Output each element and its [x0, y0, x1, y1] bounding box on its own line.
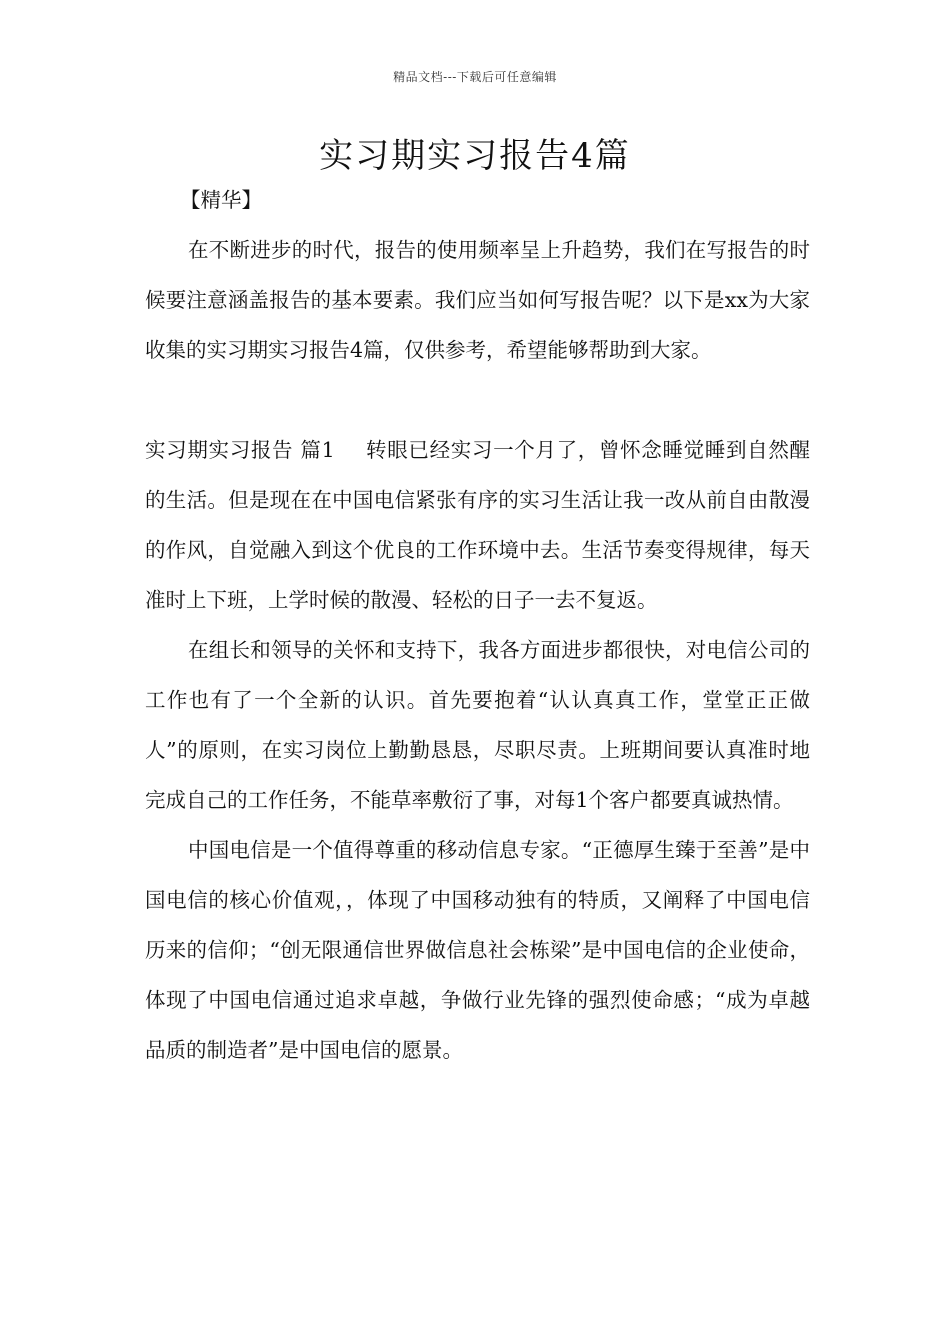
intro-paragraph: 在不断进步的时代，报告的使用频率呈上升趋势，我们在写报告的时候要注意涵盖报告的基本要素。我们应当如何写报告呢？以下是xx为大家收集的实习期实习报告4篇，仅供参考，希望能够帮助到大家。	[145, 238, 810, 362]
header-note: 精品文档---下载后可任意编辑	[393, 70, 557, 84]
section-1-paragraph-2: 在组长和领导的关怀和支持下，我各方面进步都很快，对电信公司的工作也有了一个全新的认识。首先要抱着“认认真真工作，堂堂正正做人”的原则，在实习岗位上勤勤恳恳，尽职尽责。上班期间要认真准时地完成自己的工作任务，不能草率敷衍了事，对每1个客户都要真诚热情。	[145, 638, 810, 812]
section-1-label: 实习期实习报告 篇1	[145, 438, 335, 462]
document-body	[145, 225, 810, 1075]
page-title: 实习期实习报告4篇	[319, 136, 631, 176]
section-1-paragraph-1	[145, 425, 810, 625]
section-1-paragraph-3: 中国电信是一个值得尊重的移动信息专家。“正德厚生臻于至善”是中国电信的核心价值观，，体现了中国移动独有的特质，又阐释了中国电信历来的信仰；“创无限通信世界做信息社会栋梁”是中国电信的企业使命，体现了中国电信通过追求卓越，争做行业先锋的强烈使命感；“成为卓越品质的制造者”是中国电信的愿景。	[145, 838, 810, 1062]
section-1-paragraph-1-text: 转眼已经实习一个月了，曾怀念睡觉睡到自然醒的生活。但是现在在中国电信紧张有序的实习生活让我一改从前自由散漫的作风，自觉融入到这个优良的工作环境中去。生活节奏变得规律，每天准时上下班，上学时候的散漫、轻松的日子一去不复返。	[145, 438, 811, 612]
paragraph-spacer	[145, 375, 810, 425]
quality-tag: 【精华】	[180, 188, 262, 212]
